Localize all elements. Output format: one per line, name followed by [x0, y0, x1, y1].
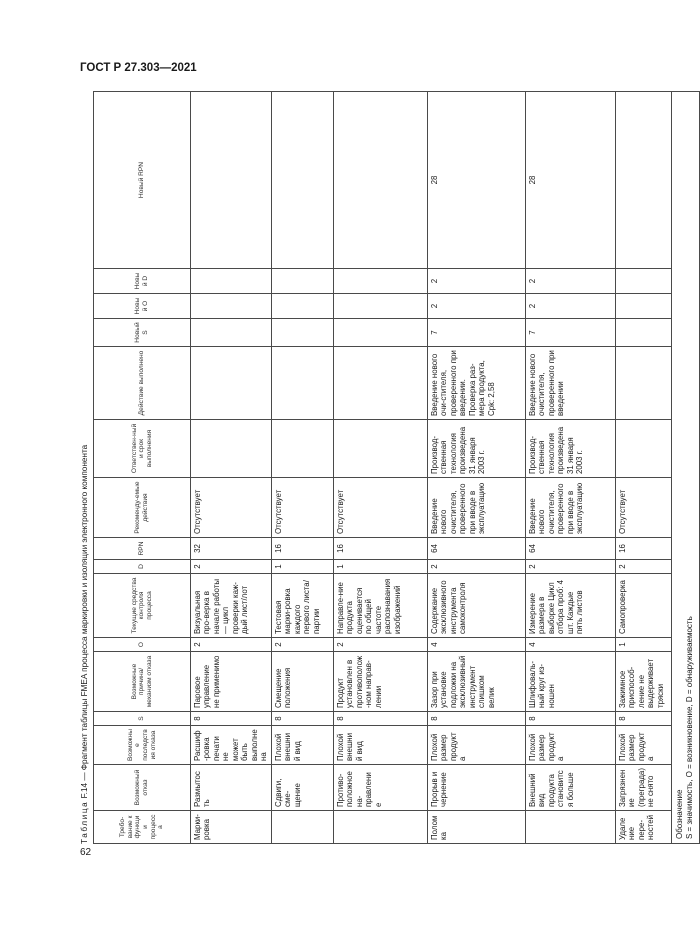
- table-cell: [333, 92, 427, 269]
- notes-title: Обозначение: [674, 789, 684, 839]
- table-cell: [191, 294, 272, 319]
- table-cell: 2: [525, 294, 615, 319]
- table-cell: Плохой внешний вид: [271, 726, 333, 765]
- table-cell: Смещение положения: [271, 652, 333, 712]
- table-cell: 32: [191, 538, 272, 560]
- column-header: Возможные последствия отказа: [94, 726, 191, 765]
- table-cell: 2: [191, 560, 272, 574]
- column-header: Новый S: [94, 319, 191, 347]
- table-cell: [271, 420, 333, 478]
- table-row: [333, 92, 427, 844]
- table-cell: Противо-положное на-правление: [333, 765, 427, 811]
- table-cell: Производ-ственная технология произведена 31 января 2003 г.: [525, 420, 615, 478]
- table-cell: 28: [525, 92, 615, 269]
- table-cell: Загрязнение (преграда) не снято: [615, 765, 671, 811]
- column-header: S: [94, 712, 191, 726]
- table-cell: Внешний вид продукта становится больше: [525, 765, 615, 811]
- table-cell: Направле-ние продукта оценивается по общей частоте распознавания изображений: [333, 574, 427, 638]
- table-cell: Введение нового очистителя, проверенного при вводе в эксплуатацию: [525, 478, 615, 538]
- table-row: [271, 92, 333, 844]
- fmea-table: [93, 91, 700, 844]
- column-header: D: [94, 560, 191, 574]
- table-cell: 2: [525, 269, 615, 294]
- table-cell: 2: [333, 638, 427, 652]
- table-row: [427, 92, 525, 844]
- table-cell: [615, 319, 671, 347]
- column-header: O: [94, 638, 191, 652]
- table-cell: [271, 269, 333, 294]
- table-cell: Введение нового очи-стителя, проверенного при введении. Проверка раз-мера продукта, Cpk: 2,58: [427, 347, 525, 420]
- table-cell: [271, 319, 333, 347]
- table-cell: [333, 319, 427, 347]
- table-cell: Отсутствует: [271, 478, 333, 538]
- table-cell: [615, 294, 671, 319]
- table-cell: 7: [525, 319, 615, 347]
- table-cell: Содержание эксклюзивного инструмента самоконтроля: [427, 574, 525, 638]
- table-cell: [615, 269, 671, 294]
- table-cell: [333, 347, 427, 420]
- table-cell: 1: [615, 638, 671, 652]
- table-cell: [271, 294, 333, 319]
- header-row: [94, 92, 191, 844]
- table-cell: 8: [191, 712, 272, 726]
- table-cell: [615, 347, 671, 420]
- document-code: ГОСТ Р 27.303—2021: [80, 62, 197, 74]
- table-cell: Продукт установлен в противополож-ном направ-лении: [333, 652, 427, 712]
- table-cell: 64: [427, 538, 525, 560]
- table-cell: [615, 92, 671, 269]
- table-cell: 8: [615, 712, 671, 726]
- column-header: Новый RPN: [94, 92, 191, 269]
- column-header: Новый O: [94, 294, 191, 319]
- table-row: [191, 92, 272, 844]
- table-cell: Прорыв и чернение: [427, 765, 525, 811]
- table-cell: [271, 92, 333, 269]
- table-row: [525, 92, 615, 844]
- table-cell: [191, 92, 272, 269]
- table-cell: Самопроверка: [615, 574, 671, 638]
- table-cell: 2: [615, 560, 671, 574]
- table-cell: [271, 347, 333, 420]
- table-cell: Измерение размера в выборке Цикл отбора проб: 4 шт. Каждые пять листов: [525, 574, 615, 638]
- page-number: 62: [80, 847, 92, 858]
- table-cell: Зажимное приспособ-ление не выдерживает тряски: [615, 652, 671, 712]
- table-cell: Расшиф-ровка печати не может быть выполнена: [191, 726, 272, 765]
- table-cell: Поломка: [427, 811, 525, 844]
- table-cell: [333, 811, 427, 844]
- table-cell: Плохой внешний вид: [333, 726, 427, 765]
- rotated-table-block: [80, 92, 695, 844]
- table-cell: 2: [271, 638, 333, 652]
- table-cell: [191, 319, 272, 347]
- table-cell: 2: [427, 294, 525, 319]
- table-cell: [333, 294, 427, 319]
- notes-text: S = значимость, O = возникновение, D = обнаруживаемость: [685, 616, 695, 839]
- table-body: [191, 92, 672, 844]
- column-header: Требо-вание к функции процесса: [94, 811, 191, 844]
- table-cell: [333, 269, 427, 294]
- table-cell: Введение нового очистителя, проверенного при вводе в эксплуатацию: [427, 478, 525, 538]
- table-cell: 4: [427, 638, 525, 652]
- column-header: Новый D: [94, 269, 191, 294]
- column-header: Рекоменду-емые действия: [94, 478, 191, 538]
- table-cell: Марки-ровка: [191, 811, 272, 844]
- table-cell: 2: [525, 560, 615, 574]
- column-header: Текущие средства контроля процесса: [94, 574, 191, 638]
- table-cell: Тестовая марки-ровка каждого первого листа/партии: [271, 574, 333, 638]
- table-cell: 1: [271, 560, 333, 574]
- table-cell: Отсутствует: [191, 478, 272, 538]
- table-cell: 1: [333, 560, 427, 574]
- table-cell: Отсутствует: [615, 478, 671, 538]
- table-cell: 64: [525, 538, 615, 560]
- table-cell: Плохой размер продукта: [615, 726, 671, 765]
- notes-row: [671, 92, 699, 844]
- table-cell: 16: [271, 538, 333, 560]
- table-cell: Визуальная про-верка в начале работы — цикл проверки каж-дый лист/лот: [191, 574, 272, 638]
- table-cell: 28: [427, 92, 525, 269]
- table-cell: Отсутствует: [333, 478, 427, 538]
- table-cell: Удаление пере-ностей: [615, 811, 671, 844]
- table-cell: Производ-ственная технология произведена 31 января 2003 г.: [427, 420, 525, 478]
- caption-text: F.14 — Фрагмент таблицы FMEA процесса маркировки и изоляции электронного компонента: [80, 444, 89, 799]
- table-cell: 2: [427, 560, 525, 574]
- table-caption: [80, 445, 89, 844]
- caption-label: Таблица: [80, 800, 89, 844]
- table-cell: 16: [333, 538, 427, 560]
- table-cell: 8: [271, 712, 333, 726]
- table-cell: [525, 811, 615, 844]
- column-header: Возможный отказ: [94, 765, 191, 811]
- table-cell: 8: [427, 712, 525, 726]
- table-cell: [191, 347, 272, 420]
- table-cell: 7: [427, 319, 525, 347]
- table-cell: Зазор при установке подложки на эксклюзивный инструмент слишком велик: [427, 652, 525, 712]
- table-cell: Размытость: [191, 765, 272, 811]
- table-cell: [191, 269, 272, 294]
- table-row: [615, 92, 671, 844]
- table-cell: 8: [333, 712, 427, 726]
- table-cell: Плохой размер продукта: [525, 726, 615, 765]
- table-cell: 2: [427, 269, 525, 294]
- column-header: Ответствен-ный и срок выполнения: [94, 420, 191, 478]
- table-cell: Плохой размер продукта: [427, 726, 525, 765]
- table-cell: [333, 420, 427, 478]
- column-header: RPN: [94, 538, 191, 560]
- table-cell: 2: [191, 638, 272, 652]
- table-cell: 4: [525, 638, 615, 652]
- column-header: Возможные причина/механизм отказа: [94, 652, 191, 712]
- notes-cell: [671, 92, 699, 844]
- table-cell: Сдвиги, сме-щение: [271, 765, 333, 811]
- table-cell: 16: [615, 538, 671, 560]
- column-header: Действие выполнено: [94, 347, 191, 420]
- table-cell: Шлифоваль-ный круг из-ношен: [525, 652, 615, 712]
- table-cell: [191, 420, 272, 478]
- table-cell: [271, 811, 333, 844]
- table-cell: 8: [525, 712, 615, 726]
- table-cell: [615, 420, 671, 478]
- table-cell: Введение нового очистителя, проверенного при введении: [525, 347, 615, 420]
- table-cell: Паровое управление не применимо: [191, 652, 272, 712]
